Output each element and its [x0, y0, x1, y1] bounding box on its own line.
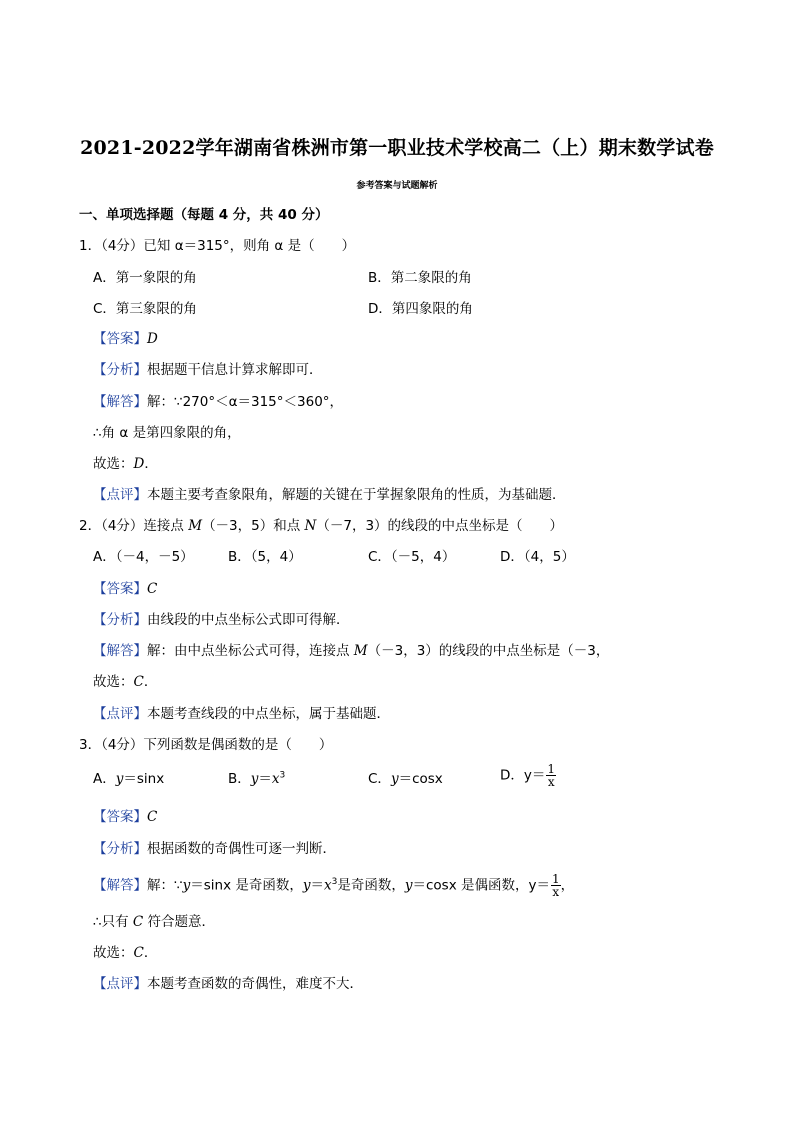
q2-option-b: B．（5，4） [228, 549, 302, 565]
q3-answer-value: C [147, 809, 158, 825]
comment-tag: 【点评】 [93, 976, 147, 992]
q3-sol-x: x [324, 877, 332, 894]
q3-sol-exp: 3 [331, 877, 338, 887]
q2-analysis [93, 611, 350, 629]
fraction-numerator: 1 [547, 762, 556, 776]
q2-analysis-text: 由线段的中点坐标公式即可得解． [147, 612, 350, 628]
q3-option-b-x: x [271, 771, 280, 787]
q2-point-n: N [304, 518, 317, 534]
q2-option-d: D．（4，5） [500, 549, 575, 565]
q3-sol-f: y＝ [528, 877, 550, 894]
analysis-tag: 【分析】 [93, 841, 147, 857]
fraction-denominator: x [552, 885, 560, 899]
q3-sol-d: 是奇函数， [337, 877, 405, 894]
page-subtitle: 参考答案与试题解析 [356, 181, 438, 191]
q3-option-b [228, 770, 285, 788]
q3-option-b-label: B． [228, 771, 251, 787]
q1-analysis [93, 361, 323, 379]
q3-solution [93, 873, 574, 898]
q2-comment-text: 本题考查线段的中点坐标，属于基础题． [147, 706, 390, 722]
q1-answer [93, 330, 158, 348]
choose-suffix: ． [143, 945, 158, 961]
choose-letter: D [133, 456, 145, 472]
analysis-tag: 【分析】 [93, 612, 147, 628]
q2-answer-value: C [147, 581, 158, 597]
q3-sol-fraction [551, 873, 561, 898]
q3-sol-b: ＝sinx 是奇函数， [190, 877, 303, 894]
q2-solution-m: M [353, 643, 368, 659]
q1-choose [93, 455, 158, 473]
q2-option-a: A．（－4，－5） [93, 549, 194, 565]
q2-solution-b: （－3，3）的线段的中点坐标是（－3， [367, 643, 610, 659]
solution-tag: 【解答】 [93, 394, 147, 410]
q3-comment-text: 本题考查函数的奇偶性，难度不大． [147, 976, 363, 992]
q3-option-a-y: y [115, 771, 124, 787]
q3-option-a-rest: ＝sinx [123, 771, 165, 787]
q3-option-b-y: y [250, 771, 259, 787]
q3-line2-b: 符合题意． [143, 914, 216, 930]
q3-line2-a: ∴只有 [93, 914, 133, 930]
q2-solution [93, 642, 609, 660]
q3-option-a-label: A． [93, 771, 116, 787]
fraction-numerator: 1 [552, 872, 560, 886]
q2-point-m: M [188, 518, 203, 534]
page-title: 2021-2022学年湖南省株洲市第一职业技术学校高二（上）期末数学试卷 [80, 137, 714, 159]
q1-option-a: A．第一象限的角 [93, 270, 197, 286]
q3-sol-y3: y [404, 877, 413, 894]
q3-option-b-eq: ＝ [258, 771, 272, 787]
q3-option-c-rest: ＝cosx [398, 771, 443, 787]
q3-option-b-exp: 3 [279, 770, 286, 781]
q3-option-d-y: y＝ [523, 767, 546, 784]
q2-comment [93, 705, 390, 723]
q3-answer [93, 808, 157, 826]
section-heading: 一、单项选择题（每题 4 分，共 40 分） [79, 207, 329, 223]
q3-sol-y1: y [182, 877, 191, 894]
q3-option-d [500, 763, 556, 788]
q1-stem: 1．（4分）已知 α＝315°，则角 α 是（ ） [79, 238, 356, 254]
solution-tag: 【解答】 [93, 643, 147, 659]
q2-option-c: C．（－5，4） [368, 549, 456, 565]
q3-option-c-label: C． [368, 771, 391, 787]
q1-answer-value: D [147, 331, 158, 347]
comment-tag: 【点评】 [93, 706, 147, 722]
q3-analysis-text: 根据函数的奇偶性可逐一判断． [147, 841, 336, 857]
q2-stem-a: 2．（4分）连接点 [79, 518, 189, 534]
q2-stem-b: （－3，5）和点 [202, 518, 305, 534]
q1-option-c: C．第三象限的角 [93, 301, 197, 317]
q3-sol-e: ＝cosx 是偶函数， [412, 877, 529, 894]
q1-solution-line2: ∴角 α 是第四象限的角， [93, 425, 241, 441]
q2-choose [93, 673, 157, 691]
q2-solution-a: 解：由中点坐标公式可得，连接点 [147, 643, 354, 659]
q3-comment [93, 975, 363, 993]
fraction-denominator: x [547, 775, 555, 789]
q1-analysis-text: 根据题干信息计算求解即可． [147, 362, 323, 378]
comment-tag: 【点评】 [93, 487, 147, 503]
q2-stem-c: （－7，3）的线段的中点坐标是（ ） [316, 518, 564, 534]
choose-suffix: ． [143, 674, 158, 690]
q2-stem [79, 517, 563, 535]
q3-solution-line2 [93, 913, 215, 931]
q3-sol-c: ＝ [310, 877, 324, 894]
q3-option-c-y: y [390, 771, 399, 787]
q1-solution [93, 393, 343, 411]
q3-option-d-label: D． [500, 767, 524, 784]
choose-prefix: 故选： [93, 945, 134, 961]
q3-line2-c: C [132, 914, 144, 930]
solution-tag: 【解答】 [93, 877, 147, 894]
q3-analysis [93, 840, 336, 858]
q3-sol-a: 解：∵ [147, 877, 183, 894]
q1-option-b: B．第二象限的角 [368, 270, 472, 286]
q3-option-d-fraction [546, 763, 556, 788]
choose-letter: C [133, 674, 144, 690]
choose-prefix: 故选： [93, 674, 134, 690]
q1-comment-text: 本题主要考查象限角，解题的关键在于掌握象限角的性质，为基础题． [147, 487, 566, 503]
choose-prefix: 故选： [93, 456, 134, 472]
answer-tag: 【答案】 [93, 809, 147, 825]
q2-answer [93, 580, 157, 598]
q3-option-c [368, 770, 443, 788]
q3-stem: 3．（4分）下列函数是偶函数的是（ ） [79, 737, 333, 753]
answer-tag: 【答案】 [93, 331, 147, 347]
q3-option-a [93, 770, 164, 788]
q1-option-d: D．第四象限的角 [368, 301, 473, 317]
choose-letter: C [133, 945, 144, 961]
q3-sol-g: ， [560, 877, 575, 894]
analysis-tag: 【分析】 [93, 362, 147, 378]
choose-suffix: ． [144, 456, 158, 472]
answer-tag: 【答案】 [93, 581, 147, 597]
q3-sol-y2: y [302, 877, 311, 894]
q3-choose [93, 944, 157, 962]
q1-solution-text: 解：∵270°＜α＝315°＜360°， [147, 394, 344, 410]
q1-comment [93, 486, 566, 504]
